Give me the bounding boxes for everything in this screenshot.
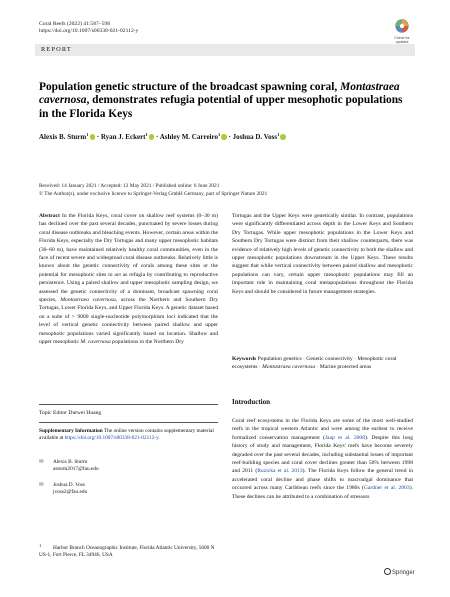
author-affil-sup: 1	[145, 132, 148, 137]
envelope-icon: ✉	[39, 482, 44, 488]
supp-label: Supplementary Information	[39, 428, 103, 434]
crossmark-icon	[395, 19, 409, 35]
orcid-icon[interactable]	[280, 134, 286, 140]
journal-citation: Coral Reefs (2022) 41:587–598	[39, 21, 110, 27]
abstract-text: In the Florida Keys, coral cover on shallow reef systems (0–30 m) has declined over the past several decades, punctuated by severe losses during coral disease outbreaks and bleaching events. However, certain areas within the Florida Keys, especially the Dry Tortugas and many upper mesophotic habitats (30–60 m), have maintained relatively healthy coral communities, even in the face of recent severe and widespread coral disease outbreaks. Relatively little is known about the genetic connectivity of corals among these sites or the potential for mesophotic sites to act as refugia by contributing to reproductive persistence. Using a paired shallow and upper mesophotic sampling design, we assessed the genetic connectivity of a dominant, broadcast spawning coral species,	[39, 213, 218, 304]
affiliation	[39, 542, 218, 560]
author-name[interactable]: Ashley M. Carreiro	[159, 133, 218, 141]
publisher-name: Springer	[392, 570, 415, 576]
topic-editor: Topic Editor Dutwei Huang	[39, 410, 102, 416]
title-part1: Population genetic structure of the broadcast spawning coral,	[39, 81, 338, 93]
supp-text: .	[158, 435, 160, 442]
contact-name: Joshua D. Voss	[53, 482, 86, 488]
author-name[interactable]: Joshua D. Voss	[232, 133, 278, 141]
envelope-icon: ✉	[39, 459, 44, 465]
crossmark-badge[interactable]	[391, 19, 413, 44]
intro-text: Coral reef ecosystems in the Florida Keys are some of the most well-studied reefs in the tropical western Atlantic and were among the earliest to receive formalized conservation management (	[232, 418, 413, 441]
abstract-text: populations in the Northern Dry	[110, 339, 184, 346]
keyword-species: Montastraea cavernosa	[262, 364, 316, 371]
copyright-line: © The Author(s), under exclusive licence to Springer-Verlag GmbH Germany, part of Springer Nature 2021	[39, 190, 268, 197]
footnote-divider	[39, 404, 218, 405]
author-affil-sup: 1	[217, 132, 221, 137]
publication-dates	[39, 183, 267, 198]
article-type-bar	[35, 44, 415, 56]
citation-link[interactable]: Jaap et al. 2008	[324, 434, 366, 441]
springer-horse-icon	[384, 568, 391, 575]
keywords	[232, 355, 413, 372]
author-affil-sup: 1	[86, 132, 89, 137]
abstract-right	[232, 212, 413, 296]
contact-author-1	[39, 459, 99, 474]
intro-text: ). The Florida Keys follow the general trend in accelerated coral decline and phase shifts to macroalgal dominance that occurred across many Caribbean reefs since the 1980s (	[232, 468, 413, 492]
crossmark-label: Check for updates	[394, 36, 410, 44]
title-part2: , demonstrates refugia potential of upper mesophotic populations in the Florida Keys	[39, 94, 403, 120]
intro-text: ). Despite this long history of study and management, Florida Keys' reefs have become severely degraded over the past several decades, including substantial losses of important reef-building species and coral cover declines greater than 50% between 1998 and 2011 (	[232, 434, 413, 475]
supplementary-info	[39, 428, 218, 443]
contact-author-2	[39, 482, 87, 497]
keywords-text: · Marine protected areas	[315, 364, 372, 371]
contact-name: Alexis B. Sturm	[53, 459, 88, 465]
affiliation-text: Harbor Branch Oceanographic Institute, Florida Atlantic University, 5600 N US-1, Fort Pierce, FL 34946, USA	[39, 545, 215, 559]
journal-header	[39, 21, 138, 35]
author-name[interactable]: Ryan J. Eckert	[100, 133, 146, 141]
contact-email[interactable]: asturm2017@fau.edu	[53, 466, 99, 473]
article-title	[39, 81, 411, 121]
orcid-icon[interactable]	[149, 134, 155, 140]
publisher-logo	[384, 568, 415, 576]
footnote-divider	[39, 422, 218, 423]
citation-link[interactable]: Ruzicka et al. 2013	[257, 468, 303, 475]
contact-email[interactable]: jvoss2@fau.edu	[53, 489, 88, 496]
abstract-text: , across the Northern and Southern Dry Tortugas, Lower Florida Keys, and Upper Florida Keys. A genetic dataset based on a suite of > 9000 single-nucleotide polymorphism loci indicated that the level of vertical genetic connectivity between paired shallow and upper mesophotic populations varied significantly based on location. Shallow and upper mesophotic	[39, 297, 218, 346]
introduction-text	[232, 417, 413, 501]
introduction-heading: Introduction	[232, 398, 270, 406]
intro-text: ). These declines can be attributed to a combination of stressors	[232, 485, 413, 500]
citation-link[interactable]: Gardner et al. 2003	[363, 485, 410, 492]
species-name: M. cavernosa	[80, 339, 111, 346]
orcid-icon[interactable]	[90, 134, 96, 140]
supp-text: The online version contains supplementary material available at	[39, 428, 214, 442]
doi-link[interactable]: https://doi.org/10.1007/s00338-021-02112-y	[39, 28, 139, 35]
author-list: Alexis B. Sturm$^1$ · Ryan J. Eckert$^1$ · Ashley M. Carreiro$^1$ · Joshua D. Voss$^1$	[39, 130, 414, 142]
article-type: REPORT	[41, 46, 72, 53]
title-species: Montastraea cavernosa	[39, 81, 400, 107]
abstract-text: Tortugas and the Upper Keys were genetically similar. In contrast, populations were significantly differentiated across depth in the Lower Keys and Southern Dry Tortugas. While upper mesophotic populations in the Lower Keys and Southern Dry Tortugas were distinct from their shallow counterparts, there was evidence of relatively high levels of genetic connectivity to both the shallow and upper mesophotic populations downstream in the Upper Keys. These results suggest that while vertical connectivity between paired shallow and mesophotic populations can vary, certain upper mesophotic populations may fill an important role in maintaining coral metapopulations throughout the Florida Keys and should be considered in future management strategies.	[232, 213, 413, 295]
abstract-label: Abstract	[39, 213, 60, 219]
keywords-text: Population genetics · Genetic connectivity · Mesophotic coral ecosystems ·	[232, 356, 397, 371]
author-name[interactable]: Alexis B. Sturm	[39, 133, 87, 141]
dates-line: Received: 14 January 2021 / Accepted: 12 May 2021 / Published online: 6 June 2021	[39, 183, 220, 189]
author-affil-sup: 1	[277, 132, 280, 137]
abstract-left	[39, 212, 218, 347]
affiliation-number: 1	[39, 543, 42, 548]
keywords-label: Keywords	[232, 356, 257, 362]
supp-link[interactable]: https://doi.org/10.1007/s00338-021-02112-y	[64, 435, 159, 442]
orcid-icon[interactable]	[221, 134, 227, 140]
species-name: Montastraea cavernosa	[60, 297, 116, 304]
